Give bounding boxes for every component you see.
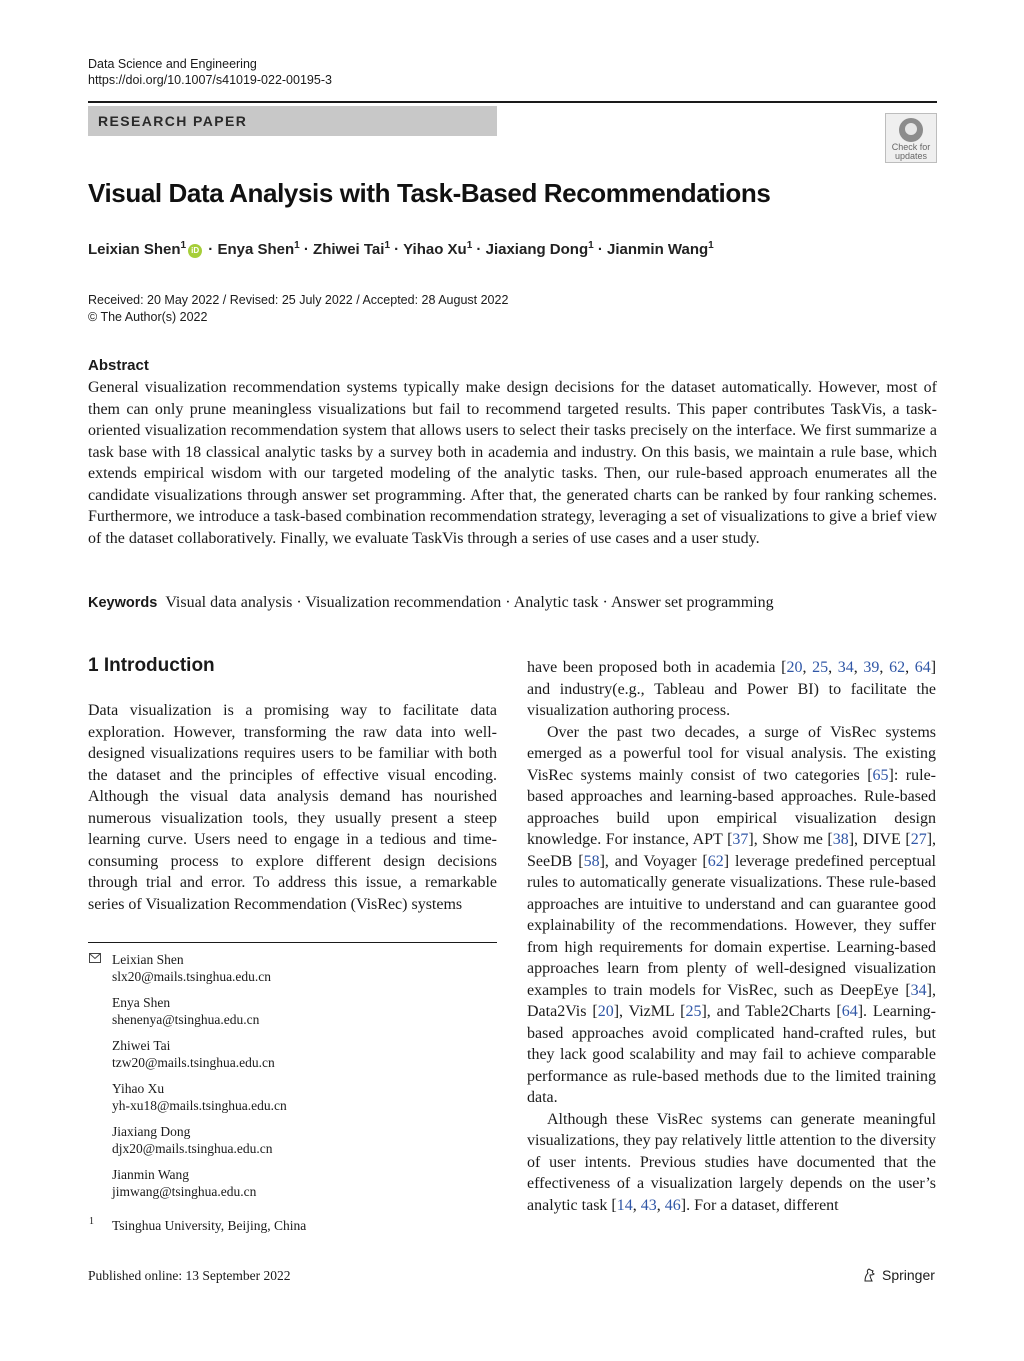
contact-email[interactable]: shenenya@tsinghua.edu.cn [112, 1012, 260, 1027]
author-contact [112, 1037, 497, 1071]
citation-link[interactable]: 43 [640, 1196, 657, 1214]
text-run: Over the past two decades, a surge of VisRec systems emerged as a powerful tool for visual analysis. The existing VisRec systems mainly consist of two categories [ [527, 723, 936, 784]
citation-link[interactable]: 65 [872, 766, 889, 784]
author-name: Enya Shen [217, 241, 295, 258]
citation-link[interactable]: 62 [707, 852, 724, 870]
citation-link[interactable]: 34 [910, 981, 927, 999]
text-run: Although these VisRec systems can generate meaningful visualizations, they pay relatively little attention to the diversity of user intents. Previous studies have documented that the effectiveness of a visualization largely depends on the user’s analytic task [ [527, 1110, 936, 1214]
article-type-label: RESEARCH PAPER [98, 113, 248, 129]
citation-link[interactable]: 20 [786, 659, 803, 676]
contact-name: Zhiwei Tai [112, 1038, 171, 1053]
citation-link[interactable]: 14 [616, 1196, 633, 1214]
keywords-text: Visual data analysis · Visualization recommendation · Analytic task · Answer set programming [165, 594, 774, 611]
text-run: ], Show me [ [748, 831, 833, 848]
paragraph: Although these VisRec systems can generate meaningful visualizations, they pay relatively little attention to the diversity of user intents. Previous studies have documented that the effectiveness of a visualization largely depends on the user’s analytic task [14, 43, 46]. For a dataset, different [527, 1110, 936, 1214]
citation-link[interactable]: 20 [597, 1003, 614, 1020]
affiliation-text: Tsinghua University, Beijing, China [112, 1218, 307, 1233]
contact-email[interactable]: jimwang@tsinghua.edu.cn [112, 1184, 257, 1199]
author-affiliation-mark: 1 [708, 240, 714, 251]
keywords-label: Keywords [88, 595, 158, 611]
contact-name: Yihao Xu [112, 1081, 165, 1096]
paragraph [527, 722, 936, 1109]
author-separator: · [299, 241, 314, 258]
citation-link[interactable]: 64 [914, 659, 931, 676]
affiliation-number: 1 [89, 1216, 94, 1227]
doi-link[interactable]: https://doi.org/10.1007/s41019-022-00195-3 [88, 73, 332, 87]
text-run: ], SeeDB [ [527, 831, 937, 870]
author-contact [112, 1123, 497, 1157]
author-affiliation-mark: 1 [466, 240, 473, 251]
journal-name: Data Science and Engineering [88, 57, 257, 71]
citation-link[interactable]: 25 [812, 659, 829, 676]
text-run: ], DIVE [ [848, 831, 911, 848]
publisher-logo [862, 1267, 935, 1283]
contact-name: Jiaxiang Dong [112, 1124, 191, 1139]
contact-email[interactable]: djx20@mails.tsinghua.edu.cn [112, 1141, 273, 1156]
author-name: Jiaxiang Dong [485, 241, 589, 258]
text-run: ]. Learning-based approaches avoid complicated hand-crafted rules, but they lack good scalability and may fail to achieve comparable performance as rule-based methods due to the limited training data. [527, 1003, 937, 1106]
contact-name: Leixian Shen [112, 952, 184, 967]
right-column [527, 657, 936, 1216]
author-contact [112, 1166, 497, 1200]
author-affiliation-mark: 1 [180, 240, 187, 251]
author-separator: · [593, 241, 608, 258]
contact-name: Jianmin Wang [112, 1167, 190, 1182]
text-run: ], and Table2Charts [ [701, 1003, 842, 1020]
contact-email[interactable]: tzw20@mails.tsinghua.edu.cn [112, 1055, 275, 1070]
citation-link[interactable]: 37 [732, 831, 749, 848]
author-name: Zhiwei Tai [313, 241, 385, 258]
text-run: ]. For a dataset, different [680, 1196, 839, 1214]
abstract-text: General visualization recommendation systems typically make design decisions for the dataset automatically. However, most of them can only prune meaningless visualizations but fail to recommend targeted results. This paper contributes TaskVis, a task-oriented visualization recommendation system that allows users to select their tasks precisely on the interface. We first summarize a task base with 18 classical analytic tasks by a survey both in academia and industry. On this basis, we maintain a rule base, which extends empirical wisdom with our targeted modeling of the analytic tasks. Then, our rule-based approach enumerates all the candidate visualizations through answer set programming. After that, the generated charts can be ranked by four ranking schemes. Furthermore, we introduce a task-based combination recommendation strategy, leveraging a set of visualizations to give a brief view of the dataset collaboratively. Finally, we evaluate TaskVis through a series of use cases and a user study. [88, 379, 937, 547]
springer-horse-icon [862, 1268, 876, 1282]
section-heading-introduction: 1 Introduction [88, 655, 215, 676]
footnote-rule [88, 942, 497, 943]
text-run: have been proposed both in academia [ [527, 659, 787, 676]
publisher-name: Springer [882, 1267, 935, 1283]
contact-email[interactable]: slx20@mails.tsinghua.edu.cn [112, 969, 272, 984]
text-run: ], Data2Vis [ [527, 981, 936, 1020]
author-name: Yihao Xu [403, 241, 467, 258]
header-rule [88, 101, 937, 103]
citation-link[interactable]: 64 [841, 1003, 858, 1020]
author-name: Jianmin Wang [607, 241, 709, 258]
author-affiliation-mark: 1 [384, 240, 391, 251]
author-separator: · [390, 241, 404, 258]
citation-link[interactable]: 25 [685, 1003, 702, 1020]
article-type-banner [88, 106, 497, 136]
paper-title: Visual Data Analysis with Task-Based Recommendations [88, 178, 771, 208]
text-run: ], VizML [ [613, 1003, 686, 1020]
article-dates [88, 292, 508, 326]
citation-link[interactable]: 39 [863, 659, 880, 676]
copyright-line: © The Author(s) 2022 [88, 310, 208, 324]
check-for-updates-badge[interactable] [885, 113, 937, 163]
journal-header [88, 56, 332, 88]
contact-name: Enya Shen [112, 995, 171, 1010]
text-run: ], and Voyager [ [599, 852, 708, 870]
keywords [88, 594, 774, 612]
paragraph: have been proposed both in academia [20, 25, 34, 39, 62, 64] and industry(e.g., Tableau and Power BI) to facilitate the visualization authoring process. [527, 659, 937, 719]
paragraph: Data visualization is a promising way to facilitate data exploration. However, transforming the raw data into well-designed visualizations requires users to be familiar with both the dataset and the principles of effective visual encoding. Although the visual data analysis demand has nourished numerous visualization tools, they usually present a steep learning curve. Users need to engage in a tedious and time-consuming process to explore different design decisions through trial and error. To address this issue, a remarkable series of Visualization Recommendation (VisRec) systems [88, 702, 497, 913]
contact-email[interactable]: yh-xu18@mails.tsinghua.edu.cn [112, 1098, 287, 1113]
text-run: ]: rule-based approaches and learning-based approaches. Rule-based approaches build upon empirical visualization design knowledge. For instance, APT [ [527, 766, 936, 848]
envelope-icon [89, 952, 101, 967]
citation-link[interactable]: 38 [832, 831, 849, 848]
citation-link[interactable]: 62 [889, 659, 906, 676]
text-run: ] and industry(e.g., Tableau and Power BI) to facilitate the visualization authoring process. [527, 659, 937, 719]
citation-link[interactable]: 34 [837, 659, 854, 676]
orcid-icon[interactable]: iD [188, 244, 202, 258]
author-affiliation-mark: 1 [294, 240, 300, 251]
citation-link[interactable]: 46 [664, 1196, 681, 1214]
check-updates-label: Check for updates [891, 142, 931, 161]
check-updates-icon [899, 118, 923, 142]
text-run: ] leverage predefined perceptual rules to automatically generate visualizations. These rule-based approaches are intuitive to understand and can guarantee good explainability of the recommendations. However, they suffer from high requirements for domain expertise. Learning-based approaches learn from plenty of well-designed visualization examples to train models for VisRec, such as DeepEye [ [527, 852, 937, 999]
citation-link[interactable]: 58 [583, 852, 600, 870]
author-separator: · [204, 241, 218, 258]
author-contact [112, 951, 497, 985]
abstract-heading: Abstract [88, 357, 149, 374]
author-name: Leixian Shen [88, 241, 181, 258]
author-contact [112, 1080, 497, 1114]
author-separator: · [472, 241, 486, 258]
author-affiliation-mark: 1 [588, 240, 594, 251]
left-column [88, 700, 497, 915]
received-revised-accepted: Received: 20 May 2022 / Revised: 25 July 2022 / Accepted: 28 August 2022 [88, 293, 509, 307]
author-list [88, 240, 714, 258]
published-online: Published online: 13 September 2022 [88, 1268, 291, 1283]
citation-link[interactable]: 27 [910, 831, 927, 848]
author-contact [112, 994, 497, 1028]
